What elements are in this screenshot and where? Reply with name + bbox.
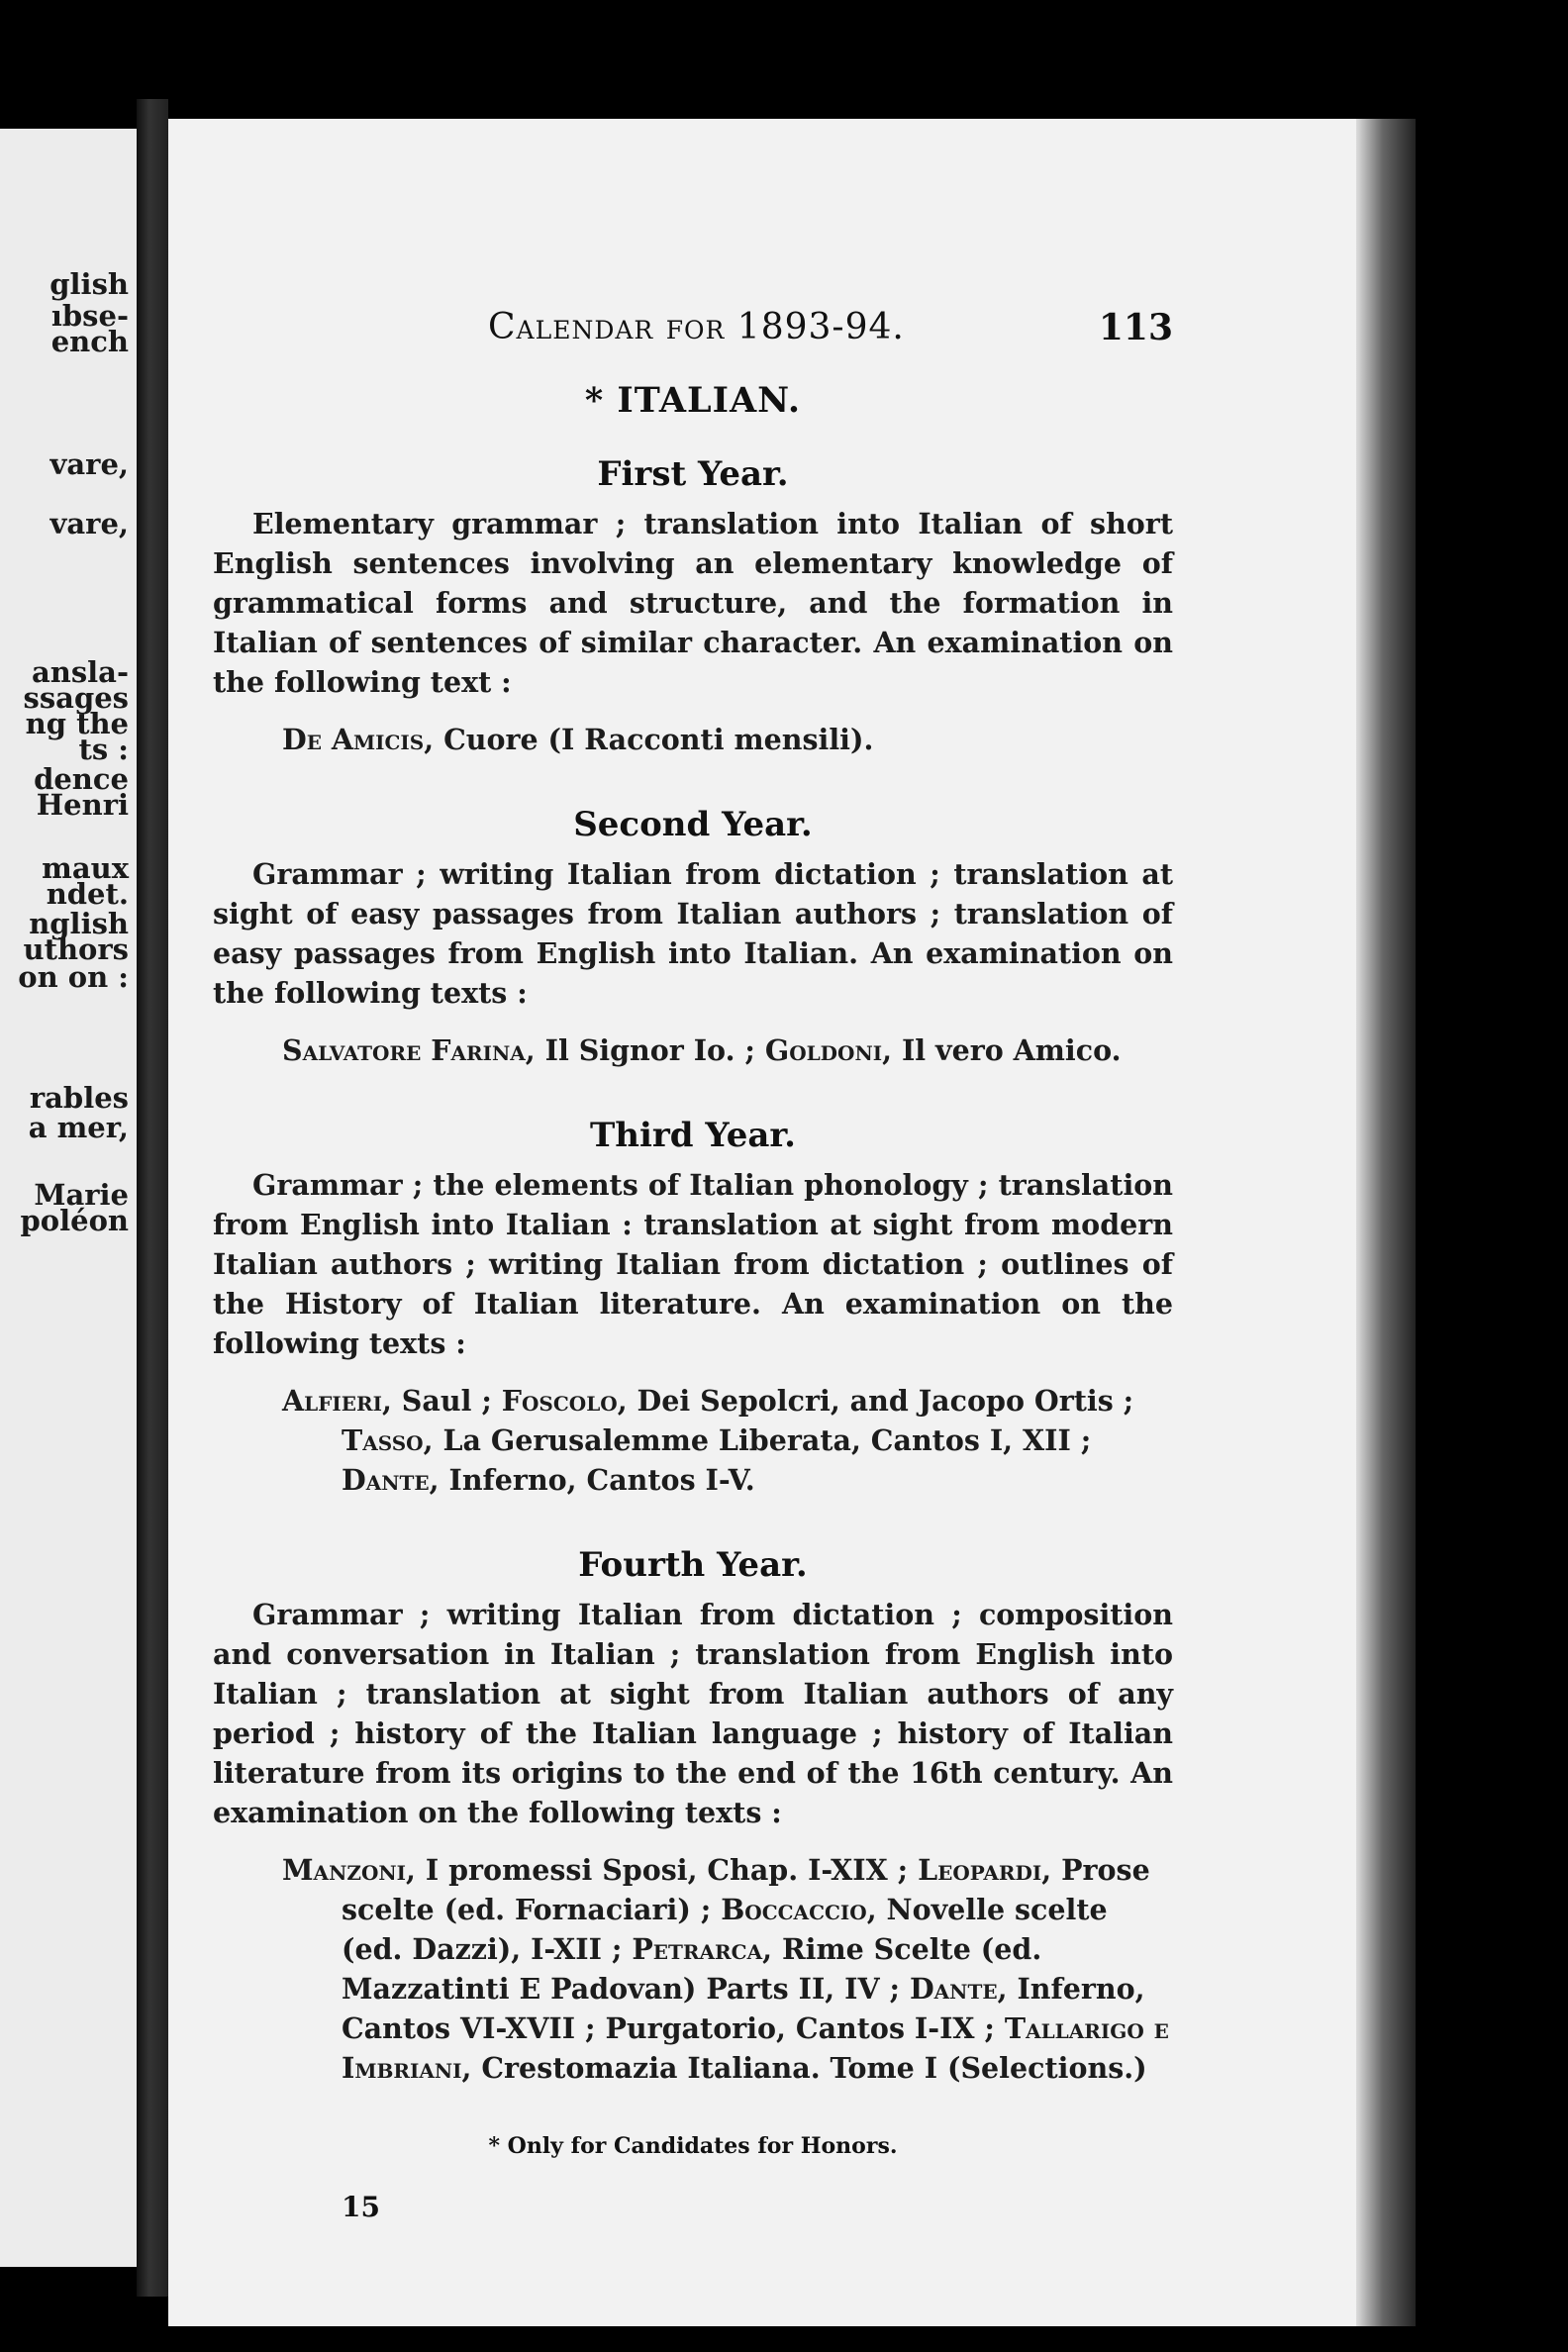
text-title: , Rime Scelte (ed. Mazzatinti E Padovan) Parts II, IV ; (342, 1932, 1042, 2006)
facing-page-text: ench (50, 325, 129, 358)
facing-page-text: ıbse- (50, 299, 129, 333)
text-title: , Il Signor Io. ; (525, 1033, 765, 1067)
year-description: Grammar ; the elements of Italian phonology ; translation from English into Italian : translation at sight from modern Italian authors ; writing Italian from dictation ; outlines of the History of Italian literature. An examination on the following texts : (213, 1168, 1173, 1360)
text-author: Tallarigo e Imbriani (342, 2011, 1169, 2085)
year-section (213, 454, 1173, 759)
section-title: * ITALIAN. (584, 380, 802, 421)
facing-page-text: ssages (23, 681, 129, 715)
text-title: , Novelle scelte (ed. Dazzi), I-XII ; (342, 1893, 1108, 1966)
facing-page-text: ansla- (31, 655, 129, 689)
footnote: * Only for Candidates for Honors. (488, 2133, 898, 2159)
text-title: , Saul ; (381, 1384, 502, 1418)
year-description: Grammar ; writing Italian from dictation ; translation at sight of easy passages from Italian authors ; translation of easy passages from English into Italian. An examination on the following texts : (213, 857, 1173, 1010)
facing-page-text: rables (29, 1081, 129, 1115)
year-section (213, 805, 1173, 1070)
facing-page-text: Henri (36, 788, 129, 822)
year-heading: Second Year. (573, 805, 813, 844)
text-author: Salvatore Farina (282, 1033, 526, 1067)
text-author: Petrarca (632, 1932, 763, 1966)
book-gutter (137, 99, 168, 2297)
text-author: Tasso (342, 1423, 424, 1457)
year-description: Grammar ; writing Italian from dictation ; composition and conversation in Italian ; translation from English into Italian ; translation at sight from Italian authors of any period ; history of the Italian language ; history of Italian literature from its origins to the end of the 16th century. An examination on the following texts : (213, 1598, 1173, 1829)
text-title: , La Gerusalemme Liberata, Cantos I, XII ; (423, 1423, 1092, 1457)
running-title: Calendar for 1893-94. (488, 307, 905, 347)
prescribed-texts (213, 720, 1173, 759)
facing-page-fragment (0, 129, 137, 2267)
page-number: 113 (1098, 307, 1173, 348)
year-section (213, 1116, 1173, 1500)
year-description: Elementary grammar ; translation into Italian of short English sentences involving an elementary knowledge of grammatical forms and structure, and the formation in Italian of sentences of similar character. An examination on the following text : (213, 507, 1173, 699)
facing-page-text: a mer, (28, 1111, 129, 1144)
facing-page-text: on on : (18, 960, 129, 994)
text-title: , Cuore (I Racconti mensili). (424, 723, 874, 756)
facing-page-text: ng the (25, 707, 129, 740)
text-title: , Crestomazia Italiana. Tome I (Selections.) (461, 2051, 1147, 2085)
facing-page-text: Marie (34, 1178, 129, 1212)
facing-page-text: ts : (78, 733, 129, 766)
facing-page-text: ndet. (46, 877, 129, 911)
prescribed-texts (213, 1381, 1173, 1500)
text-author: De Amicis (282, 723, 425, 756)
text-title: , Prose scelte (ed. Fornaciari) ; (342, 1853, 1150, 1926)
text-title: , Inferno, Cantos I-V. (429, 1463, 755, 1497)
year-list (213, 454, 1173, 2088)
text-author: Manzoni (282, 1853, 407, 1887)
text-author: Leopardi (918, 1853, 1042, 1887)
running-head (213, 307, 1173, 366)
signature-mark: 15 (342, 2191, 380, 2223)
year-heading: Fourth Year. (578, 1545, 808, 1585)
text-author: Alfieri (282, 1384, 382, 1418)
facing-page-text: dence (34, 762, 129, 796)
facing-page-text: poléon (20, 1204, 129, 1237)
year-section (213, 1545, 1173, 2088)
facing-page-text: nglish (29, 907, 129, 940)
facing-page-text: uthors (23, 932, 129, 966)
text-title: , I promessi Sposi, Chap. I-XIX ; (406, 1853, 919, 1887)
page-content (213, 307, 1173, 2223)
prescribed-texts (213, 1850, 1173, 2088)
text-author: Dante (342, 1463, 430, 1497)
year-heading: First Year. (597, 454, 789, 494)
text-author: Foscolo (501, 1384, 618, 1418)
text-author: Goldoni (764, 1033, 883, 1067)
text-title: , Il vero Amico. (882, 1033, 1122, 1067)
year-heading: Third Year. (589, 1116, 797, 1155)
facing-page-text: maux (42, 851, 129, 885)
facing-page-text: vare, (49, 507, 129, 540)
page-edge-shadow (1356, 119, 1416, 2326)
text-title: , Dei Sepolcri, and Jacopo Ortis ; (617, 1384, 1134, 1418)
text-title: , Inferno, Cantos VI-XVII ; Purgatorio, Cantos I-IX ; (342, 1972, 1145, 2045)
facing-page-text: vare, (49, 447, 129, 481)
prescribed-texts (213, 1030, 1173, 1070)
facing-page-text: glish (49, 267, 129, 301)
text-author: Boccaccio (721, 1893, 867, 1926)
text-author: Dante (909, 1972, 998, 2006)
